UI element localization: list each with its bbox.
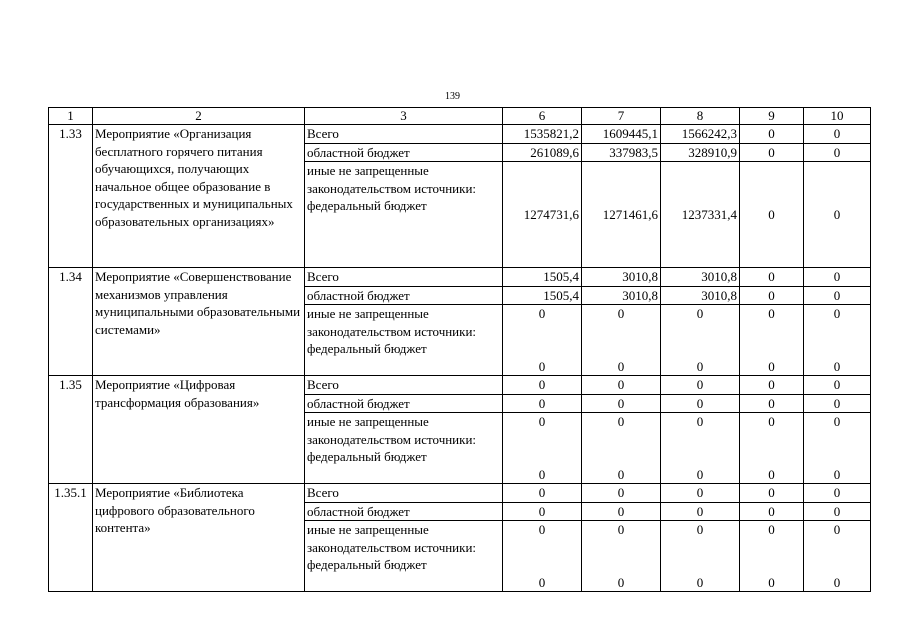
value-col-7: 3010,8: [582, 268, 661, 287]
value-col-8: 1566242,3: [661, 125, 740, 144]
measure-name: Мероприятие «Библиотека цифрового образовательного контента»: [93, 484, 305, 592]
measure-name: Мероприятие «Совершенствование механизмов управления муниципальными образовательными системами»: [93, 268, 305, 376]
value-col-8: 3010,8: [661, 286, 740, 305]
value-other: 0: [768, 306, 775, 321]
header-col-6: 6: [503, 108, 582, 125]
page-number: 139: [445, 91, 460, 102]
value-federal: 0: [696, 358, 704, 374]
funding-source: областной бюджет: [305, 143, 503, 162]
value-federal: 0: [768, 574, 775, 590]
value-col-10: 0: [804, 125, 871, 144]
value-col-8: [661, 413, 740, 484]
value-col-8: 3010,8: [661, 268, 740, 287]
value-col-6: [503, 521, 582, 592]
value-col-8: [661, 305, 740, 376]
value-col-6: 0: [503, 502, 582, 521]
value-col-9: [740, 305, 804, 376]
value-col-7: [582, 521, 661, 592]
value-col-9: [740, 413, 804, 484]
value-other: 0: [833, 306, 841, 321]
value-col-10: [804, 305, 871, 376]
value-other: 0: [538, 306, 546, 321]
header-col-8: 8: [661, 108, 740, 125]
value-col-7: 0: [582, 394, 661, 413]
value-federal: 0: [617, 466, 625, 482]
value-col-9: 0: [740, 286, 804, 305]
funding-source: областной бюджет: [305, 502, 503, 521]
row-number: 1.34: [49, 268, 93, 376]
value-col-6: 1535821,2: [503, 125, 582, 144]
funding-source-other-label: иные не запрещенные законодательством источники:: [307, 414, 477, 447]
value-col-10: 0: [804, 502, 871, 521]
value-federal: 0: [617, 358, 625, 374]
value-col-9: 0: [740, 125, 804, 144]
value-col-10: 0: [804, 143, 871, 162]
value-federal: 0: [696, 466, 704, 482]
value-col-10: [804, 413, 871, 484]
value-col-6: 1274731,6: [503, 162, 582, 268]
value-col-9: 0: [740, 268, 804, 287]
value-other: 0: [833, 414, 841, 429]
table-row: [49, 484, 871, 503]
value-federal: 0: [768, 466, 775, 482]
value-col-9: [740, 521, 804, 592]
value-col-8: 1237331,4: [661, 162, 740, 268]
funding-source: областной бюджет: [305, 286, 503, 305]
value-col-10: 0: [804, 268, 871, 287]
funding-source-federal: федеральный бюджет: [307, 341, 427, 356]
value-other: 0: [768, 414, 775, 429]
value-other: 0: [833, 522, 841, 537]
value-col-8: 0: [661, 484, 740, 503]
value-col-7: 337983,5: [582, 143, 661, 162]
value-col-10: 0: [804, 162, 871, 268]
value-other: 0: [617, 306, 625, 321]
value-col-6: 261089,6: [503, 143, 582, 162]
value-col-6: 1505,4: [503, 286, 582, 305]
value-col-10: 0: [804, 376, 871, 395]
value-federal: 0: [768, 358, 775, 374]
value-col-6: 1505,4: [503, 268, 582, 287]
value-col-9: 0: [740, 143, 804, 162]
value-other: 0: [696, 414, 704, 429]
value-col-9: 0: [740, 162, 804, 268]
table-row: [49, 376, 871, 395]
value-col-8: 0: [661, 376, 740, 395]
value-col-8: 328910,9: [661, 143, 740, 162]
funding-source-other-label: иные не запрещенные законодательством источники:: [307, 163, 477, 196]
funding-source: областной бюджет: [305, 394, 503, 413]
value-other: 0: [617, 414, 625, 429]
value-federal: 0: [538, 574, 546, 590]
value-col-6: [503, 413, 582, 484]
value-other: 0: [538, 414, 546, 429]
value-other: 0: [538, 522, 546, 537]
funding-source-other-label: иные не запрещенные законодательством источники:: [307, 522, 477, 555]
funding-source-other: [305, 413, 503, 484]
table-row: [49, 125, 871, 144]
measure-name: Мероприятие «Организация бесплатного горячего питания обучающихся, получающих начальное общее образование в государственных и муниципальных образовательных организациях»: [93, 125, 305, 268]
value-other: 0: [696, 306, 704, 321]
value-col-8: 0: [661, 502, 740, 521]
value-col-7: [582, 413, 661, 484]
value-col-10: 0: [804, 286, 871, 305]
budget-table: [48, 107, 871, 592]
row-number: 1.33: [49, 125, 93, 268]
value-federal: 0: [538, 358, 546, 374]
value-federal: 0: [833, 574, 841, 590]
value-col-6: 0: [503, 484, 582, 503]
value-federal: 0: [833, 358, 841, 374]
value-col-9: 0: [740, 502, 804, 521]
funding-source: Всего: [305, 376, 503, 395]
row-number: 1.35.1: [49, 484, 93, 592]
funding-source: Всего: [305, 125, 503, 144]
value-col-9: 0: [740, 376, 804, 395]
value-other: 0: [696, 522, 704, 537]
header-col-10: 10: [804, 108, 871, 125]
value-col-8: [661, 521, 740, 592]
row-number: 1.35: [49, 376, 93, 484]
value-col-8: 0: [661, 394, 740, 413]
value-federal: 0: [538, 466, 546, 482]
value-col-10: 0: [804, 394, 871, 413]
value-col-6: 0: [503, 376, 582, 395]
funding-source: Всего: [305, 268, 503, 287]
value-federal: 0: [696, 574, 704, 590]
funding-source-federal: федеральный бюджет: [307, 198, 427, 213]
header-col-3: 3: [305, 108, 503, 125]
header-col-9: 9: [740, 108, 804, 125]
value-other: 0: [617, 522, 625, 537]
value-col-7: 0: [582, 502, 661, 521]
funding-source-other: [305, 521, 503, 592]
header-row: [49, 108, 871, 125]
funding-source-other: [305, 162, 503, 268]
header-col-1: 1: [49, 108, 93, 125]
value-col-9: 0: [740, 484, 804, 503]
value-col-7: [582, 305, 661, 376]
value-col-7: 0: [582, 376, 661, 395]
funding-source-federal: федеральный бюджет: [307, 449, 427, 464]
header-col-7: 7: [582, 108, 661, 125]
value-col-7: 0: [582, 484, 661, 503]
measure-name: Мероприятие «Цифровая трансформация образования»: [93, 376, 305, 484]
value-col-7: 1271461,6: [582, 162, 661, 268]
value-col-10: [804, 521, 871, 592]
funding-source-federal: федеральный бюджет: [307, 557, 427, 572]
value-federal: 0: [617, 574, 625, 590]
value-other: 0: [768, 522, 775, 537]
value-col-7: 3010,8: [582, 286, 661, 305]
value-col-7: 1609445,1: [582, 125, 661, 144]
funding-source-other-label: иные не запрещенные законодательством источники:: [307, 306, 477, 339]
value-col-10: 0: [804, 484, 871, 503]
header-col-2: 2: [93, 108, 305, 125]
value-col-6: 0: [503, 394, 582, 413]
funding-source: Всего: [305, 484, 503, 503]
table-row: [49, 268, 871, 287]
value-federal: 0: [833, 466, 841, 482]
value-col-9: 0: [740, 394, 804, 413]
funding-source-other: [305, 305, 503, 376]
value-col-6: [503, 305, 582, 376]
